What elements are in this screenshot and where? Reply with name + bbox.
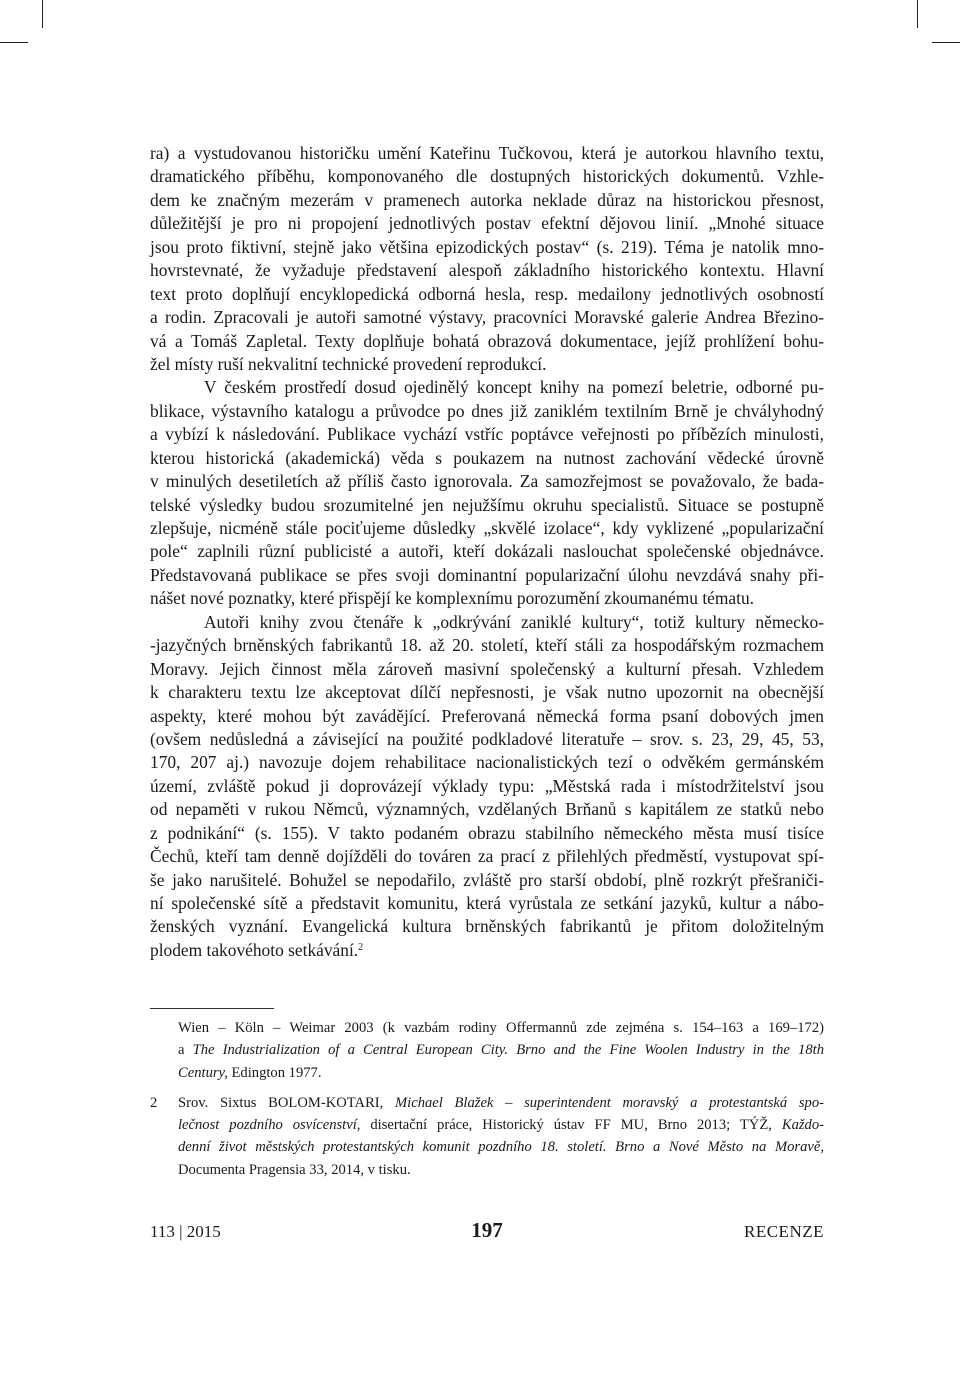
body-line: vá a Tomáš Zapletal. Texty doplňuje bohatá obrazová dokumentace, jejíž prohlížení bohu- bbox=[150, 330, 824, 351]
body-line: aspekty, které mohou být zavádějící. Preferovaná německá forma psaní dobových jmen bbox=[150, 705, 824, 726]
body-line: blikace, výstavního katalogu a průvodce po dnes již zaniklém textilním Brně je chvályhodný bbox=[150, 400, 824, 421]
footnote-line: Wien – Köln – Weimar 2003 (k vazbám rodiny Offermannů zde zejména s. 154–163 a 169–172) bbox=[178, 1020, 824, 1036]
footnote-2-line: Documenta Pragensia 33, 2014, v tisku. bbox=[178, 1161, 411, 1178]
footnote-2-line: lečnost pozdního osvícenství, disertační práce, Historický ústav FF MU, Brno 2013; TÝŽ, Každo- bbox=[178, 1117, 825, 1134]
footnote-2-line: 2 Srov. Sixtus BOLOM-KOTARI, Michael Blažek – superintendent moravský a protestantská spo- bbox=[150, 1092, 824, 1114]
body-line: hovrstevnaté, že vyžaduje představení alespoň základního historického kontextu. Hlavní bbox=[150, 260, 824, 281]
body-line: -jazyčných brněnských fabrikantů 18. až 20. století, kteří stáli za hospodářským rozmachem bbox=[150, 635, 824, 656]
body-line: Autoři knihy zvou čtenáře k „odkrývání zaniklé kultury“, totiž kultury německo- bbox=[204, 611, 824, 632]
body-line: důležitější je pro ni propojení jednotlivých postav efektní dějovou linií. „Mnohé situace bbox=[150, 213, 824, 234]
body-line: území, zvláště pokud ji doprovázejí výklady typu: „Městská rada i místodržitelství jsou bbox=[150, 775, 824, 796]
footnote-number: 2 bbox=[150, 1094, 158, 1111]
body-line: k charakteru textu lze akceptovat dílčí nepřesnosti, je však nutno upozornit na obecnější bbox=[150, 682, 824, 703]
body-line: dramatického příběhu, komponovaného dle dostupných historických dokumentů. Vzhle- bbox=[150, 166, 824, 187]
crop-mark-top-left-v bbox=[42, 0, 43, 28]
body-line: V českém prostředí dosud ojedinělý koncept knihy na pomezí beletrie, odborné pu- bbox=[204, 377, 824, 398]
body-line: a rodin. Zpracovali je autoři samotné výstavy, pracovníci Moravské galerie Andrea Březino- bbox=[150, 307, 824, 328]
body-line: od nepaměti v rukou Němců, významných, vzdělaných Brňanů s kapitálem ze statků nebo bbox=[150, 799, 824, 820]
footnote-line: Century, Edington 1977. bbox=[178, 1064, 322, 1081]
body-line: z podnikání“ (s. 155). V takto podaném obrazu stabilního německého města musí tisíce bbox=[150, 822, 824, 843]
footnotes bbox=[150, 1017, 824, 1181]
body-line: a vybízí k následování. Publikace vychází vstříc poptávce veřejnosti po příbězích minulosti, bbox=[150, 424, 824, 445]
body-line: text proto doplňují encyklopedická odborná hesla, resp. medailony jednotlivých osobností bbox=[150, 283, 824, 304]
body-line: ra) a vystudovanou historičku umění Kateřinu Tučkovou, která je autorkou hlavního textu, bbox=[150, 143, 824, 163]
body-line: Čechů, kteří tam denně dojížděli do továren za prací z přilehlých předměstí, vystupovat spí- bbox=[150, 846, 824, 867]
body-line: zlepšuje, nicméně stále pociťujeme důsledky „skvělé izolace“, kdy vyklizené „popularizační bbox=[150, 518, 824, 538]
body-line: še jako narušitelé. Bohužel se nepodařilo, zvláště pro starší období, plně rozkrýt přešraniči- bbox=[150, 869, 824, 890]
body-line: jsou proto fiktivní, stejně jako většina epizodických postav“ (s. 219). Téma je natolik mno- bbox=[150, 236, 824, 257]
body-line: telské výsledky budou srozumitelné jen nejužšímu okruhu specialistů. Situace se postupně bbox=[150, 494, 824, 515]
footnote-2-line: denní život městských protestantských komunit pozdního 18. století. Brno a Nové Město na Moravě, bbox=[178, 1139, 824, 1156]
page-number: 197 bbox=[471, 1218, 503, 1242]
body-line: (ovšem nedůsledná a závisející na použité podkladové literatuře – srov. s. 23, 29, 45, 53, bbox=[150, 728, 824, 749]
body-line: ženských vyznání. Evangelická kultura brněnských fabrikantů je přitom doložitelným bbox=[150, 916, 824, 937]
body-line-text: plodem takovéhoto setkávání. bbox=[150, 939, 359, 960]
body-line: Moravy. Jejich činnost měla zároveň masivní společenský a kulturní přesah. Vzhledem bbox=[150, 658, 824, 679]
body-line: žel místy ruší nekvalitní technické provedení reprodukcí. bbox=[150, 353, 547, 374]
body-line: Představovaná publikace se přes svoji dominantní popularizační úlohu nevzdává snahy při- bbox=[150, 564, 824, 585]
footnote-line-italic: a The Industrialization of a Central European City. Brno and the Fine Woolen Industry in the 18th bbox=[178, 1042, 824, 1059]
body-line: dem ke značným mezerám v pramenech autorka neklade důraz na historickou přesnost, bbox=[150, 189, 824, 210]
section-name: RECENZE bbox=[744, 1222, 824, 1241]
footnote-reference[interactable]: 2 bbox=[358, 941, 364, 953]
body-line: kterou historická (akademická) věda s poukazem na nutnost zachování vědecké úrovně bbox=[150, 447, 824, 468]
body-line: pole“ zaplnili různí publicisté a autoři, kteří dokázali naslouchat společenské objednávce. bbox=[150, 541, 824, 562]
body-line: v minulých desetiletích až příliš často ignorovala. Za samozřejmost se považovalo, že bada- bbox=[150, 471, 824, 492]
page-footer bbox=[150, 1218, 824, 1250]
body-line-final bbox=[150, 939, 824, 962]
crop-mark-top-right-v bbox=[917, 0, 918, 28]
crop-mark-top-left-h bbox=[0, 42, 28, 43]
crop-mark-top-right-h bbox=[932, 42, 960, 43]
body-line: 170, 207 aj.) navozuje dojem rehabilitace nacionalistických tezí o odvěkém germánském bbox=[150, 752, 824, 773]
journal-issue: 113 | 2015 bbox=[150, 1222, 221, 1241]
body-line: nášet nové poznatky, které přispějí ke komplexnímu porozumění zkoumanému tématu. bbox=[150, 588, 754, 609]
body-line: ní společenské sítě a představit komunitu, která vyrůstala ze setkání jazyků, kultur a nábo- bbox=[150, 893, 824, 913]
footnote-separator bbox=[150, 1008, 274, 1009]
main-text bbox=[150, 142, 824, 962]
